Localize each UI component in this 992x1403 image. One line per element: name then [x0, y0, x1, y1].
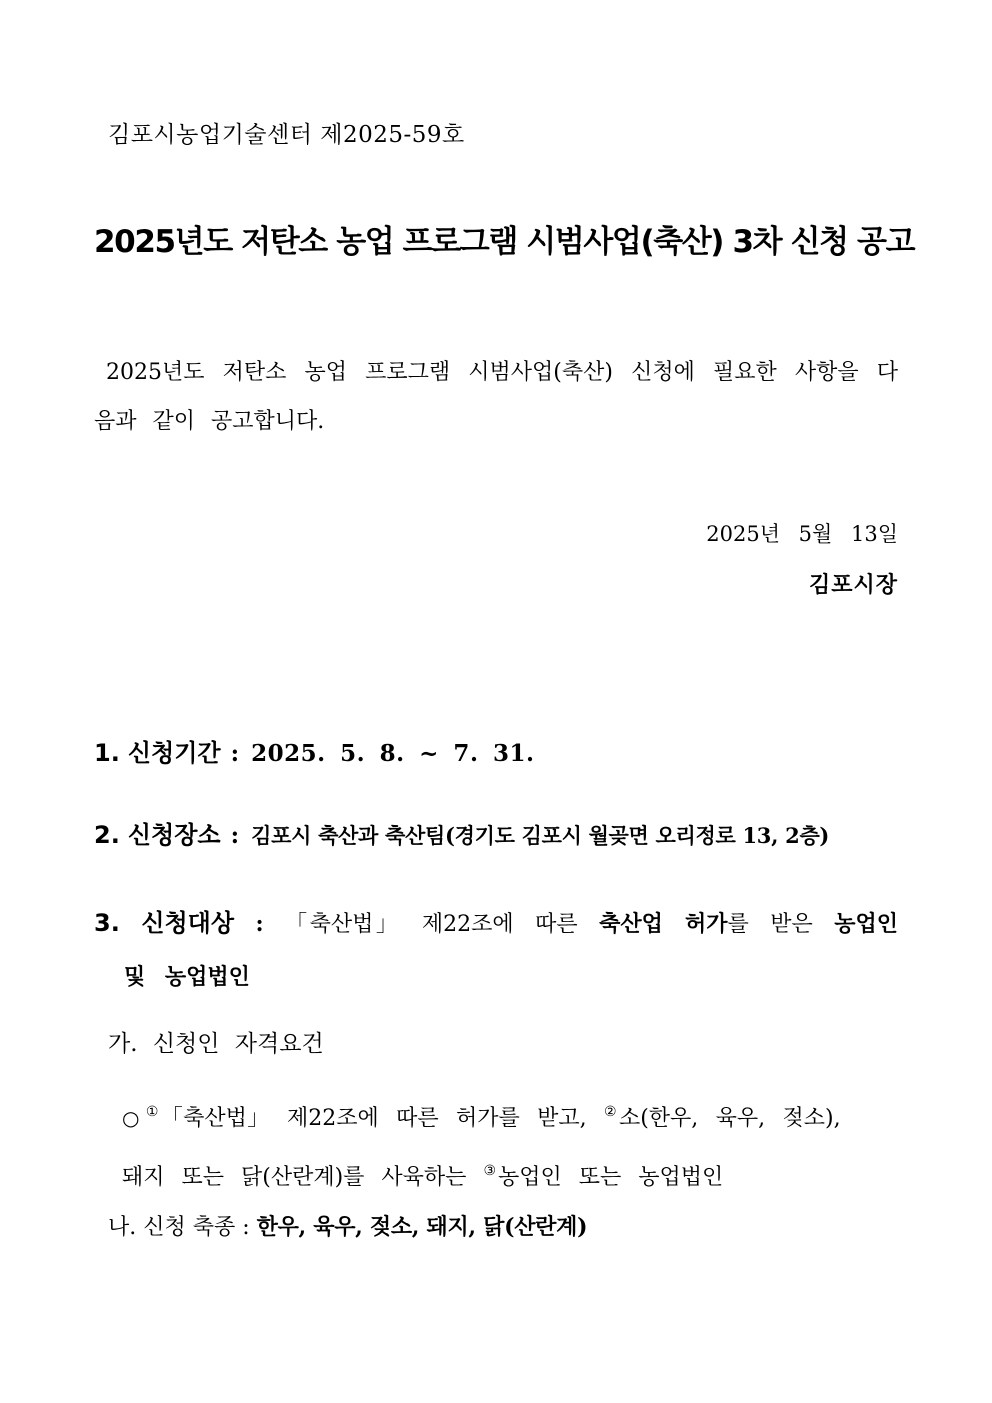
item-colon: : [230, 740, 240, 767]
eligibility-text-2: 소(한우, 육우, 젖소), [618, 1106, 841, 1131]
intro-paragraph [94, 348, 898, 446]
item-number: 1. [94, 739, 120, 767]
notice-date: 2025년 5월 13일 [706, 522, 898, 546]
item-heading: 신청장소 [127, 821, 221, 849]
eligibility-bullet [122, 1086, 898, 1204]
item-number: 3. [94, 909, 120, 937]
notice-title: 2025년도 저탄소 농업 프로그램 시범사업(축산) 3차 신청 공고 [94, 224, 915, 260]
document-number: 김포시농업기술센터 제2025-59호 [108, 122, 465, 148]
circled-number-3: ③ [483, 1163, 496, 1179]
item-value: 2025. 5. 8. ~ 7. 31. [251, 740, 535, 767]
application-target [94, 897, 898, 1004]
application-place [94, 815, 829, 850]
eligibility-text-3: 돼지 또는 닭(산란계)를 사육하는 [122, 1165, 467, 1190]
item-number: 2. [94, 821, 120, 849]
received-text: 를 받은 [727, 912, 813, 937]
livestock-label: 나. 신청 축종 : [108, 1215, 250, 1240]
issuer: 김포시장 [808, 572, 898, 598]
item-colon: : [230, 822, 240, 849]
intro-line-1: 2025년도 저탄소 농업 프로그램 시범사업(축산) 신청에 필요한 사항을 [106, 360, 859, 385]
livestock-value: 한우, 육우, 젖소, 돼지, 닭(산란계) [256, 1214, 588, 1240]
livestock-types [108, 1210, 587, 1241]
circled-number-1: ① [145, 1104, 159, 1120]
item-value: 김포시 축산과 축산팀(경기도 김포시 월곶면 오리정로 13, 2층) [251, 823, 830, 848]
law-name: 「축산법」 [285, 912, 401, 937]
item-heading: 신청기간 [127, 739, 221, 767]
eligibility-text-1: 제22조에 따른 허가를 받고, [287, 1106, 587, 1131]
item-heading: 신청대상 [141, 909, 235, 937]
corporation-text: 및 농업법인 [124, 964, 250, 990]
application-period [94, 733, 534, 768]
eligibility-heading: 가. 신청인 자격요건 [108, 1031, 324, 1057]
permit-text: 축산업 허가 [599, 911, 728, 937]
circled-number-2: ② [604, 1104, 617, 1120]
article-text: 제22조에 따른 [421, 912, 578, 937]
bullet-circle-icon: ○ [122, 1106, 140, 1130]
eligibility-text-4: 농업인 또는 농업법인 [498, 1165, 724, 1190]
intro-line-2: 다음과 같이 공고합니다. [94, 360, 898, 434]
farmer-text: 농업인 [834, 911, 899, 937]
item-colon: : [255, 911, 264, 937]
law-name: 「축산법」 [160, 1106, 270, 1131]
